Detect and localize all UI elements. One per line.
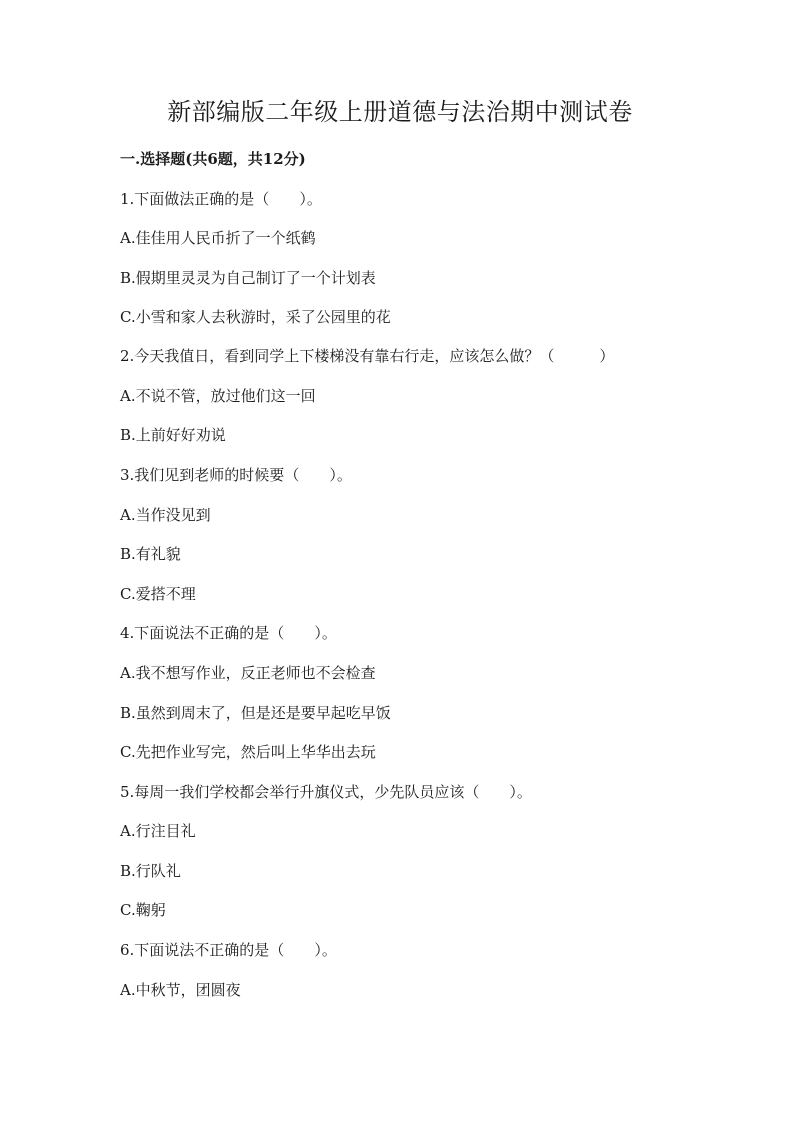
question-5: 5.每周一我们学校都会举行升旗仪式，少先队员应该（ ）。 xyxy=(120,783,532,801)
question-2-option-a: A.不说不管，放过他们这一回 xyxy=(120,387,316,405)
question-1: 1.下面做法正确的是（ ）。 xyxy=(120,190,322,208)
question-3-option-b: B.有礼貌 xyxy=(120,545,181,563)
question-1-option-c: C.小雪和家人去秋游时，采了公园里的花 xyxy=(120,308,391,326)
question-3-option-c: C.爱搭不理 xyxy=(120,585,196,603)
question-4-option-b: B.虽然到周末了，但是还是要早起吃早饭 xyxy=(120,704,391,722)
question-6: 6.下面说法不正确的是（ ）。 xyxy=(120,941,337,959)
question-4-option-c: C.先把作业写完，然后叫上华华出去玩 xyxy=(120,743,376,761)
question-2-option-b: B.上前好好劝说 xyxy=(120,426,226,444)
question-6-option-a: A.中秋节，团圆夜 xyxy=(120,981,241,999)
question-3-option-a: A.当作没见到 xyxy=(120,506,211,524)
question-3: 3.我们见到老师的时候要（ ）。 xyxy=(120,466,352,484)
question-5-option-c: C.鞠躬 xyxy=(120,901,166,919)
question-5-option-a: A.行注目礼 xyxy=(120,822,196,840)
question-2: 2.今天我值日，看到同学上下楼梯没有靠右行走，应该怎么做？（ ） xyxy=(120,347,615,365)
page-title: 新部编版二年级上册道德与法治期中测试卷 xyxy=(167,98,633,126)
question-4-option-a: A.我不想写作业，反正老师也不会检查 xyxy=(120,664,376,682)
question-1-option-a: A.佳佳用人民币折了一个纸鹤 xyxy=(120,229,316,247)
question-1-option-b: B.假期里灵灵为自己制订了一个计划表 xyxy=(120,269,376,287)
question-5-option-b: B.行队礼 xyxy=(120,862,181,880)
question-4: 4.下面说法不正确的是（ ）。 xyxy=(120,624,337,642)
section-heading: 一.选择题(共6题，共12分) xyxy=(120,150,306,168)
